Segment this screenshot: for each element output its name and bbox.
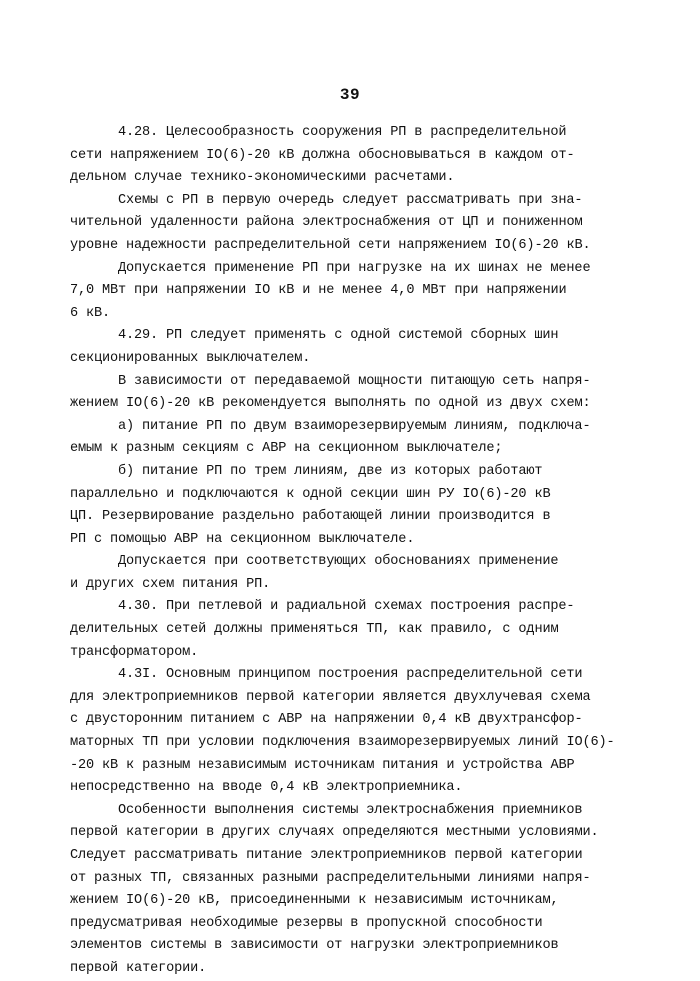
text-line: Схемы с РП в первую очередь следует рассматривать при зна- bbox=[118, 192, 583, 208]
text-line: Следует рассматривать питание электроприемников первой категории bbox=[70, 848, 583, 863]
text-line: первой категории. bbox=[70, 960, 207, 976]
text-line: Особенности выполнения системы электроснабжения приемников bbox=[118, 802, 583, 818]
text-line: делительных сетей должны применяться ТП, как правило, с одним bbox=[70, 622, 559, 638]
text-line: дельном случае технико-экономическими расчетами. bbox=[70, 170, 455, 186]
text-line: чительной удаленности района электроснабжения от ЦП и пониженном bbox=[70, 215, 583, 231]
text-line: секционированных выключателем. bbox=[70, 350, 311, 366]
text-line: для электроприемников первой категории является двухлучевая схема bbox=[70, 689, 591, 705]
text-line: емым к разным секциям с АВР на секционном выключателе; bbox=[70, 441, 503, 457]
text-line: Допускается при соответствующих обоснованиях применение bbox=[118, 554, 559, 570]
text-line: элементов системы в зависимости от нагрузки электроприемников bbox=[70, 938, 559, 954]
text-line: ЦП. Резервирование раздельно работающей линии производится в bbox=[70, 509, 551, 525]
text-line: 4.28. Целесообразность сооружения РП в распределительной bbox=[118, 125, 567, 140]
text-line: 6 кВ. bbox=[70, 305, 111, 321]
text-line: уровне надежности распределительной сети напряжением IO(6)-20 кВ. bbox=[70, 237, 591, 253]
text-line: В зависимости от передаваемой мощности питающую сеть напря- bbox=[118, 373, 591, 389]
page-number: 39 bbox=[339, 86, 361, 104]
text-line: непосредственно на вводе 0,4 кВ электроприемника. bbox=[70, 780, 463, 796]
text-line: первой категории в других случаях определяются местными условиями. bbox=[70, 825, 599, 841]
text-line: Допускается применение РП при нагрузке на их шинах не менее bbox=[118, 260, 591, 276]
body-text bbox=[70, 122, 650, 981]
text-line: 7,0 МВт при напряжении IO кВ и не менее 4,0 МВт при напряжении bbox=[70, 283, 567, 299]
text-line: 4.29. РП следует применять с одной системой сборных шин bbox=[118, 328, 559, 344]
text-line: трансформатором. bbox=[70, 644, 199, 660]
text-line: от разных ТП, связанных разными распределительными линиями напря- bbox=[70, 870, 591, 886]
text-line: 4.3I. Основным принципом построения распределительной сети bbox=[118, 667, 583, 683]
text-line: параллельно и подключаются к одной секции шин РУ IO(6)-20 кВ bbox=[70, 486, 551, 502]
text-line: сети напряжением IO(6)-20 кВ должна обосновываться в каждом от- bbox=[70, 147, 575, 163]
text-line: жением IO(6)-20 кВ, присоединенными к независимым источникам, bbox=[70, 893, 559, 909]
text-line: с двусторонним питанием с АВР на напряжении 0,4 кВ двухтрансфор- bbox=[70, 712, 583, 728]
text-line: -20 кВ к разным независимым источникам питания и устройства АВР bbox=[70, 757, 575, 773]
text-line: предусматривая необходимые резервы в пропускной способности bbox=[70, 915, 543, 931]
text-line: а) питание РП по двум взаиморезервируемым линиям, подключа- bbox=[118, 418, 591, 434]
text-line: 4.30. При петлевой и радиальной схемах построения распре- bbox=[118, 599, 575, 615]
text-line: РП с помощью АВР на секционном выключателе. bbox=[70, 531, 415, 547]
text-line: б) питание РП по трем линиям, две из которых работают bbox=[118, 463, 543, 479]
text-line: и других схем питания РП. bbox=[70, 576, 271, 592]
text-line: маторных ТП при условии подключения взаиморезервируемых линий IO(6)- bbox=[70, 735, 615, 751]
text-line: жением IO(6)-20 кВ рекомендуется выполнять по одной из двух схем: bbox=[70, 396, 591, 412]
